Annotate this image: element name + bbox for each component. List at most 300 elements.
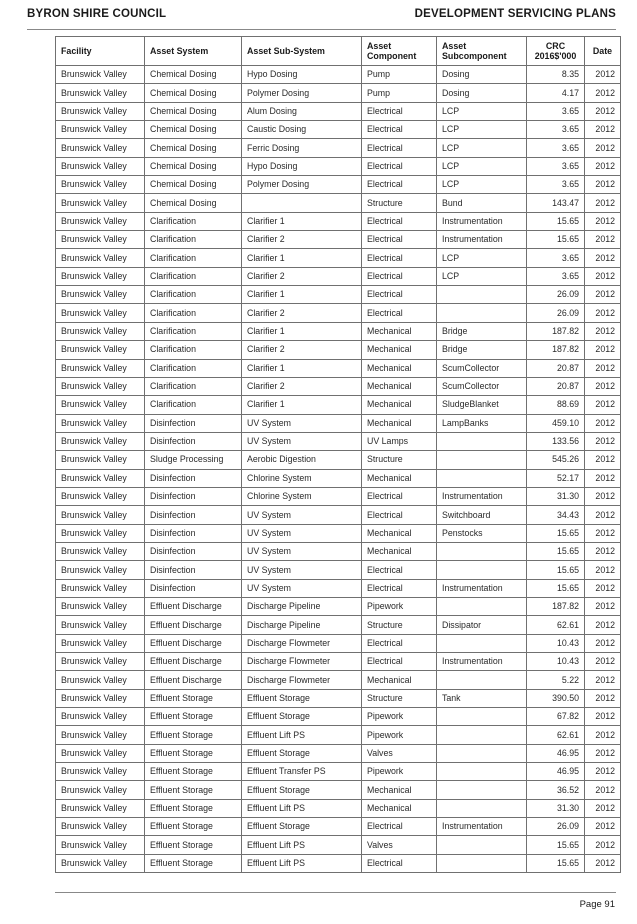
cell-asset-component: Structure: [362, 689, 437, 707]
table-row: [56, 634, 621, 652]
table-row: [56, 854, 621, 872]
cell-crc: 15.65: [527, 212, 585, 230]
cell-asset-system: Effluent Storage: [145, 781, 242, 799]
cell-asset-component: Electrical: [362, 561, 437, 579]
cell-facility: Brunswick Valley: [56, 84, 145, 102]
table-header-row: [56, 37, 621, 66]
cell-asset-subcomponent: LCP: [437, 102, 527, 120]
cell-crc: 26.09: [527, 286, 585, 304]
column-header-facility: [56, 37, 145, 66]
cell-asset-component: Electrical: [362, 249, 437, 267]
cell-date: 2012: [585, 744, 621, 762]
cell-asset-subcomponent: LampBanks: [437, 414, 527, 432]
cell-asset-component: Valves: [362, 744, 437, 762]
cell-crc: 46.95: [527, 744, 585, 762]
cell-crc: 4.17: [527, 84, 585, 102]
cell-asset-subcomponent: Instrumentation: [437, 212, 527, 230]
table-row: [56, 102, 621, 120]
column-header-text: Asset System: [150, 46, 209, 56]
cell-crc: 3.65: [527, 121, 585, 139]
cell-asset-sub-system: Clarifier 1: [242, 212, 362, 230]
cell-date: 2012: [585, 396, 621, 414]
cell-asset-system: Disinfection: [145, 469, 242, 487]
column-header-asset-component: [362, 37, 437, 66]
cell-crc: 3.65: [527, 267, 585, 285]
cell-facility: Brunswick Valley: [56, 763, 145, 781]
table-row: [56, 414, 621, 432]
cell-asset-subcomponent: Bridge: [437, 322, 527, 340]
cell-facility: Brunswick Valley: [56, 671, 145, 689]
cell-asset-sub-system: Effluent Lift PS: [242, 799, 362, 817]
cell-asset-system: Effluent Storage: [145, 726, 242, 744]
cell-asset-component: Electrical: [362, 579, 437, 597]
table-row: [56, 432, 621, 450]
cell-date: 2012: [585, 176, 621, 194]
cell-asset-component: Electrical: [362, 267, 437, 285]
table-body: [56, 66, 621, 873]
cell-asset-system: Clarification: [145, 377, 242, 395]
cell-asset-subcomponent: [437, 451, 527, 469]
cell-crc: 187.82: [527, 341, 585, 359]
cell-asset-component: Electrical: [362, 818, 437, 836]
cell-crc: 67.82: [527, 708, 585, 726]
cell-date: 2012: [585, 249, 621, 267]
cell-date: 2012: [585, 66, 621, 84]
cell-asset-system: Chemical Dosing: [145, 139, 242, 157]
document-title: DEVELOPMENT SERVICING PLANS: [414, 8, 616, 20]
cell-asset-component: Electrical: [362, 157, 437, 175]
asset-table: [55, 36, 621, 873]
cell-facility: Brunswick Valley: [56, 66, 145, 84]
cell-asset-sub-system: [242, 194, 362, 212]
table-row: [56, 799, 621, 817]
cell-asset-system: Effluent Discharge: [145, 671, 242, 689]
cell-asset-subcomponent: [437, 854, 527, 872]
cell-asset-sub-system: Clarifier 1: [242, 322, 362, 340]
cell-facility: Brunswick Valley: [56, 634, 145, 652]
cell-asset-component: Pipework: [362, 708, 437, 726]
cell-asset-component: UV Lamps: [362, 432, 437, 450]
cell-date: 2012: [585, 451, 621, 469]
cell-facility: Brunswick Valley: [56, 836, 145, 854]
cell-date: 2012: [585, 231, 621, 249]
cell-asset-subcomponent: Dosing: [437, 84, 527, 102]
cell-asset-subcomponent: [437, 634, 527, 652]
cell-asset-sub-system: Effluent Storage: [242, 781, 362, 799]
cell-facility: Brunswick Valley: [56, 726, 145, 744]
table-row: [56, 653, 621, 671]
cell-asset-component: Electrical: [362, 139, 437, 157]
cell-crc: 15.65: [527, 579, 585, 597]
cell-asset-sub-system: UV System: [242, 414, 362, 432]
cell-asset-subcomponent: ScumCollector: [437, 377, 527, 395]
cell-date: 2012: [585, 322, 621, 340]
column-header-text: 2016$'000: [534, 51, 577, 61]
cell-asset-subcomponent: Dissipator: [437, 616, 527, 634]
cell-asset-subcomponent: LCP: [437, 139, 527, 157]
cell-date: 2012: [585, 836, 621, 854]
table-row: [56, 139, 621, 157]
cell-asset-sub-system: Effluent Transfer PS: [242, 763, 362, 781]
table-row: [56, 781, 621, 799]
cell-facility: Brunswick Valley: [56, 781, 145, 799]
cell-facility: Brunswick Valley: [56, 249, 145, 267]
cell-facility: Brunswick Valley: [56, 799, 145, 817]
cell-asset-component: Mechanical: [362, 322, 437, 340]
cell-asset-sub-system: Clarifier 1: [242, 286, 362, 304]
cell-asset-component: Mechanical: [362, 341, 437, 359]
cell-asset-component: Electrical: [362, 121, 437, 139]
cell-facility: Brunswick Valley: [56, 414, 145, 432]
cell-asset-sub-system: Discharge Pipeline: [242, 616, 362, 634]
table-row: [56, 726, 621, 744]
cell-date: 2012: [585, 359, 621, 377]
cell-crc: 31.30: [527, 799, 585, 817]
cell-asset-sub-system: Clarifier 2: [242, 341, 362, 359]
cell-facility: Brunswick Valley: [56, 653, 145, 671]
cell-asset-system: Disinfection: [145, 414, 242, 432]
column-header-date: [585, 37, 621, 66]
cell-crc: 8.35: [527, 66, 585, 84]
table-row: [56, 231, 621, 249]
table-row: [56, 267, 621, 285]
cell-crc: 187.82: [527, 322, 585, 340]
cell-asset-component: Mechanical: [362, 414, 437, 432]
cell-date: 2012: [585, 304, 621, 322]
cell-date: 2012: [585, 139, 621, 157]
cell-asset-component: Mechanical: [362, 542, 437, 560]
footer-divider: [55, 892, 616, 893]
cell-facility: Brunswick Valley: [56, 304, 145, 322]
cell-asset-component: Pump: [362, 66, 437, 84]
cell-date: 2012: [585, 579, 621, 597]
table-row: [56, 304, 621, 322]
cell-date: 2012: [585, 763, 621, 781]
table-row: [56, 341, 621, 359]
cell-asset-sub-system: UV System: [242, 432, 362, 450]
cell-asset-sub-system: Caustic Dosing: [242, 121, 362, 139]
cell-asset-system: Disinfection: [145, 542, 242, 560]
cell-asset-component: Mechanical: [362, 396, 437, 414]
cell-asset-system: Clarification: [145, 286, 242, 304]
cell-date: 2012: [585, 708, 621, 726]
column-header-asset-system: [145, 37, 242, 66]
cell-date: 2012: [585, 84, 621, 102]
cell-asset-system: Clarification: [145, 341, 242, 359]
table-row: [56, 396, 621, 414]
cell-asset-component: Structure: [362, 194, 437, 212]
cell-asset-sub-system: Hypo Dosing: [242, 157, 362, 175]
cell-date: 2012: [585, 267, 621, 285]
table-row: [56, 121, 621, 139]
cell-facility: Brunswick Valley: [56, 157, 145, 175]
table-row: [56, 212, 621, 230]
cell-asset-subcomponent: Switchboard: [437, 506, 527, 524]
cell-facility: Brunswick Valley: [56, 102, 145, 120]
cell-asset-subcomponent: [437, 744, 527, 762]
cell-asset-component: Electrical: [362, 231, 437, 249]
cell-asset-subcomponent: LCP: [437, 249, 527, 267]
cell-asset-component: Electrical: [362, 304, 437, 322]
cell-crc: 26.09: [527, 304, 585, 322]
cell-asset-sub-system: Clarifier 2: [242, 267, 362, 285]
cell-facility: Brunswick Valley: [56, 286, 145, 304]
cell-crc: 545.26: [527, 451, 585, 469]
cell-asset-sub-system: Aerobic Digestion: [242, 451, 362, 469]
cell-facility: Brunswick Valley: [56, 396, 145, 414]
cell-date: 2012: [585, 781, 621, 799]
cell-asset-component: Mechanical: [362, 359, 437, 377]
table-row: [56, 249, 621, 267]
cell-facility: Brunswick Valley: [56, 267, 145, 285]
cell-asset-sub-system: Polymer Dosing: [242, 84, 362, 102]
column-header-text: Facility: [61, 46, 92, 56]
cell-asset-system: Disinfection: [145, 432, 242, 450]
cell-crc: 15.65: [527, 524, 585, 542]
cell-crc: 3.65: [527, 176, 585, 194]
cell-crc: 62.61: [527, 616, 585, 634]
cell-asset-component: Pump: [362, 84, 437, 102]
cell-asset-component: Electrical: [362, 176, 437, 194]
cell-asset-system: Clarification: [145, 231, 242, 249]
cell-date: 2012: [585, 561, 621, 579]
cell-asset-system: Disinfection: [145, 579, 242, 597]
cell-asset-sub-system: Clarifier 1: [242, 396, 362, 414]
cell-date: 2012: [585, 377, 621, 395]
cell-crc: 36.52: [527, 781, 585, 799]
column-header-text: Asset: [442, 41, 467, 51]
cell-facility: Brunswick Valley: [56, 561, 145, 579]
cell-crc: 133.56: [527, 432, 585, 450]
column-header-text: Asset Sub-System: [247, 46, 325, 56]
cell-asset-subcomponent: [437, 726, 527, 744]
cell-asset-system: Clarification: [145, 212, 242, 230]
table-row: [56, 194, 621, 212]
cell-facility: Brunswick Valley: [56, 579, 145, 597]
cell-facility: Brunswick Valley: [56, 377, 145, 395]
cell-crc: 15.65: [527, 854, 585, 872]
cell-crc: 15.65: [527, 542, 585, 560]
table-row: [56, 377, 621, 395]
cell-date: 2012: [585, 634, 621, 652]
cell-crc: 187.82: [527, 597, 585, 615]
cell-facility: Brunswick Valley: [56, 487, 145, 505]
column-header-asset-sub-system: [242, 37, 362, 66]
cell-crc: 10.43: [527, 634, 585, 652]
cell-crc: 31.30: [527, 487, 585, 505]
table-row: [56, 818, 621, 836]
cell-asset-component: Electrical: [362, 212, 437, 230]
cell-asset-component: Electrical: [362, 286, 437, 304]
cell-asset-sub-system: Hypo Dosing: [242, 66, 362, 84]
cell-date: 2012: [585, 469, 621, 487]
table-row: [56, 84, 621, 102]
cell-asset-system: Disinfection: [145, 561, 242, 579]
cell-asset-component: Valves: [362, 836, 437, 854]
cell-date: 2012: [585, 341, 621, 359]
cell-date: 2012: [585, 212, 621, 230]
cell-asset-sub-system: Clarifier 2: [242, 304, 362, 322]
table-row: [56, 322, 621, 340]
cell-crc: 52.17: [527, 469, 585, 487]
page-header: [27, 7, 616, 30]
cell-date: 2012: [585, 616, 621, 634]
cell-crc: 3.65: [527, 249, 585, 267]
cell-asset-system: Chemical Dosing: [145, 84, 242, 102]
cell-facility: Brunswick Valley: [56, 469, 145, 487]
cell-asset-sub-system: UV System: [242, 524, 362, 542]
column-header-crc: [527, 37, 585, 66]
cell-asset-component: Mechanical: [362, 671, 437, 689]
cell-date: 2012: [585, 653, 621, 671]
cell-crc: 88.69: [527, 396, 585, 414]
cell-asset-subcomponent: LCP: [437, 121, 527, 139]
cell-crc: 62.61: [527, 726, 585, 744]
cell-date: 2012: [585, 121, 621, 139]
table-row: [56, 579, 621, 597]
cell-asset-subcomponent: SludgeBlanket: [437, 396, 527, 414]
cell-asset-system: Effluent Storage: [145, 708, 242, 726]
cell-asset-subcomponent: [437, 708, 527, 726]
table-row: [56, 597, 621, 615]
cell-asset-component: Electrical: [362, 653, 437, 671]
cell-facility: Brunswick Valley: [56, 818, 145, 836]
table-row: [56, 561, 621, 579]
cell-asset-subcomponent: [437, 432, 527, 450]
cell-asset-system: Chemical Dosing: [145, 121, 242, 139]
cell-facility: Brunswick Valley: [56, 121, 145, 139]
cell-facility: Brunswick Valley: [56, 854, 145, 872]
cell-asset-subcomponent: Instrumentation: [437, 487, 527, 505]
cell-asset-sub-system: Polymer Dosing: [242, 176, 362, 194]
cell-asset-sub-system: Effluent Lift PS: [242, 854, 362, 872]
cell-asset-component: Mechanical: [362, 799, 437, 817]
table-row: [56, 744, 621, 762]
cell-date: 2012: [585, 506, 621, 524]
cell-asset-sub-system: UV System: [242, 506, 362, 524]
cell-facility: Brunswick Valley: [56, 524, 145, 542]
cell-asset-subcomponent: [437, 542, 527, 560]
cell-asset-system: Effluent Storage: [145, 763, 242, 781]
cell-asset-system: Effluent Storage: [145, 689, 242, 707]
cell-asset-system: Effluent Storage: [145, 799, 242, 817]
column-header-text: CRC: [545, 41, 566, 51]
cell-asset-sub-system: Clarifier 1: [242, 359, 362, 377]
cell-asset-subcomponent: Instrumentation: [437, 579, 527, 597]
cell-asset-system: Effluent Discharge: [145, 616, 242, 634]
cell-date: 2012: [585, 194, 621, 212]
cell-asset-system: Sludge Processing: [145, 451, 242, 469]
column-header-text: Component: [367, 51, 417, 61]
cell-asset-component: Structure: [362, 451, 437, 469]
cell-asset-system: Effluent Storage: [145, 836, 242, 854]
cell-asset-sub-system: Effluent Storage: [242, 744, 362, 762]
cell-date: 2012: [585, 414, 621, 432]
cell-asset-sub-system: Discharge Flowmeter: [242, 653, 362, 671]
cell-asset-component: Mechanical: [362, 469, 437, 487]
cell-crc: 459.10: [527, 414, 585, 432]
column-header-asset-subcomponent: [437, 37, 527, 66]
cell-asset-system: Effluent Discharge: [145, 634, 242, 652]
cell-crc: 20.87: [527, 377, 585, 395]
cell-asset-subcomponent: [437, 469, 527, 487]
cell-asset-sub-system: Clarifier 1: [242, 249, 362, 267]
column-header-text: Asset: [367, 41, 392, 51]
table-row: [56, 469, 621, 487]
cell-asset-sub-system: UV System: [242, 561, 362, 579]
cell-facility: Brunswick Valley: [56, 322, 145, 340]
cell-crc: 34.43: [527, 506, 585, 524]
cell-asset-system: Clarification: [145, 322, 242, 340]
cell-asset-sub-system: Discharge Pipeline: [242, 597, 362, 615]
cell-crc: 10.43: [527, 653, 585, 671]
cell-crc: 3.65: [527, 102, 585, 120]
cell-asset-component: Structure: [362, 616, 437, 634]
organization-name: BYRON SHIRE COUNCIL: [27, 8, 167, 20]
cell-asset-subcomponent: [437, 561, 527, 579]
table-row: [56, 763, 621, 781]
cell-asset-component: Pipework: [362, 726, 437, 744]
cell-asset-subcomponent: Bund: [437, 194, 527, 212]
cell-asset-subcomponent: [437, 671, 527, 689]
table-row: [56, 157, 621, 175]
cell-asset-subcomponent: [437, 781, 527, 799]
cell-asset-system: Clarification: [145, 359, 242, 377]
cell-crc: 5.22: [527, 671, 585, 689]
table-row: [56, 66, 621, 84]
cell-date: 2012: [585, 102, 621, 120]
cell-date: 2012: [585, 432, 621, 450]
cell-asset-system: Effluent Discharge: [145, 597, 242, 615]
cell-facility: Brunswick Valley: [56, 542, 145, 560]
cell-asset-component: Electrical: [362, 487, 437, 505]
cell-asset-subcomponent: [437, 597, 527, 615]
cell-asset-system: Effluent Storage: [145, 854, 242, 872]
cell-asset-sub-system: Ferric Dosing: [242, 139, 362, 157]
cell-asset-subcomponent: LCP: [437, 267, 527, 285]
cell-facility: Brunswick Valley: [56, 744, 145, 762]
cell-date: 2012: [585, 286, 621, 304]
cell-asset-component: Electrical: [362, 854, 437, 872]
cell-facility: Brunswick Valley: [56, 341, 145, 359]
cell-asset-system: Disinfection: [145, 524, 242, 542]
cell-asset-system: Effluent Discharge: [145, 653, 242, 671]
cell-facility: Brunswick Valley: [56, 689, 145, 707]
cell-asset-subcomponent: Instrumentation: [437, 653, 527, 671]
cell-date: 2012: [585, 726, 621, 744]
cell-crc: 20.87: [527, 359, 585, 377]
cell-asset-sub-system: Discharge Flowmeter: [242, 634, 362, 652]
cell-asset-component: Pipework: [362, 763, 437, 781]
cell-asset-subcomponent: ScumCollector: [437, 359, 527, 377]
cell-facility: Brunswick Valley: [56, 432, 145, 450]
cell-asset-subcomponent: [437, 763, 527, 781]
cell-facility: Brunswick Valley: [56, 359, 145, 377]
cell-facility: Brunswick Valley: [56, 616, 145, 634]
cell-asset-system: Chemical Dosing: [145, 176, 242, 194]
cell-facility: Brunswick Valley: [56, 451, 145, 469]
cell-asset-component: Mechanical: [362, 781, 437, 799]
cell-asset-sub-system: UV System: [242, 579, 362, 597]
cell-asset-system: Chemical Dosing: [145, 157, 242, 175]
table-row: [56, 451, 621, 469]
page-number: Page 91: [579, 899, 615, 910]
cell-asset-component: Electrical: [362, 102, 437, 120]
cell-asset-system: Clarification: [145, 267, 242, 285]
cell-asset-sub-system: Effluent Storage: [242, 689, 362, 707]
cell-crc: 46.95: [527, 763, 585, 781]
cell-asset-component: Pipework: [362, 597, 437, 615]
